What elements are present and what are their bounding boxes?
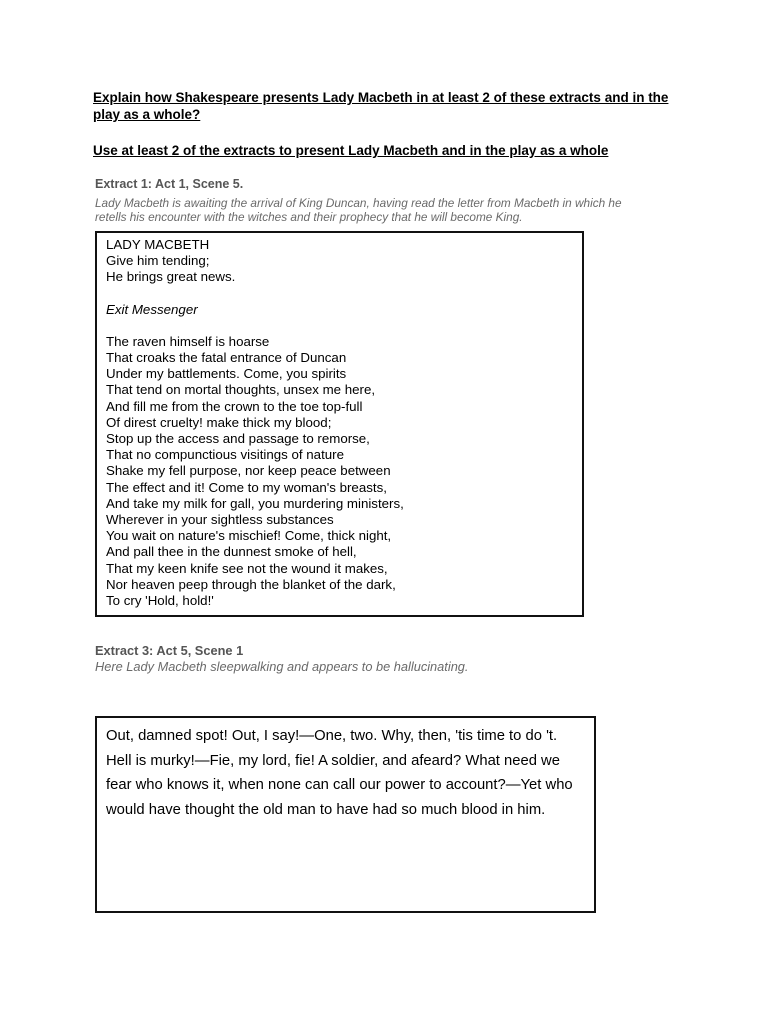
extract-1-title: Extract 1: Act 1, Scene 5. (95, 177, 244, 191)
speech-line: Wherever in your sightless substances (106, 512, 334, 528)
speech-line: The raven himself is hoarse (106, 333, 270, 349)
speech-line: That tend on mortal thoughts, unsex me here, (106, 382, 376, 398)
speech-line: You wait on nature's mischief! Come, thick night, (106, 528, 392, 544)
speech-line: Shake my fell purpose, nor keep peace between (106, 463, 391, 479)
speech-line: Under my battlements. Come, you spirits (106, 366, 347, 382)
question-instruction: Use at least 2 of the extracts to present Lady Macbeth and in the play as a whole (93, 143, 609, 158)
speech-line: And fill me from the crown to the toe top-full (106, 398, 363, 414)
speech-line: Of direst cruelty! make thick my blood; (106, 414, 332, 430)
extract-3-text-box (95, 716, 596, 913)
extract-3-description: Here Lady Macbeth sleepwalking and appears to be hallucinating. (95, 659, 469, 674)
extract-1-text-box (95, 231, 584, 617)
speech-line: That croaks the fatal entrance of Duncan (106, 350, 347, 366)
speech-line: To cry 'Hold, hold!' (106, 593, 214, 609)
extract-1-description: Lady Macbeth is awaiting the arrival of King Duncan, having read the letter from Macbeth in which he retells his encounter with the witches and their prophecy that he will become King. (95, 196, 622, 224)
question-prompt: Explain how Shakespeare presents Lady Macbeth in at least 2 of these extracts and in the play as a whole? (93, 90, 669, 122)
extract-3-speech: Out, damned spot! Out, I say!—One, two. Why, then, 'tis time to do 't. Hell is murky!—Fie, my lord, fie! A soldier, and afeard? What need we fear who knows it, when none can call our power to account?—Yet who would have thought the old man to have had so much blood in him. (106, 728, 573, 818)
speech-line: That my keen knife see not the wound it makes, (106, 560, 388, 576)
speech-line: Stop up the access and passage to remorse, (106, 431, 370, 447)
speech-line: Nor heaven peep through the blanket of the dark, (106, 576, 396, 592)
extract-3-title: Extract 3: Act 5, Scene 1 (95, 643, 244, 658)
speech-line: And take my milk for gall, you murdering ministers, (106, 495, 404, 511)
stage-direction: Exit Messenger (106, 301, 198, 317)
opening-line: Give him tending; (106, 253, 210, 269)
speech-line: The effect and it! Come to my woman's breasts, (106, 479, 387, 495)
speech-line: And pall thee in the dunnest smoke of hell, (106, 544, 357, 560)
speaker-name: LADY MACBETH (106, 237, 210, 252)
speech-line: That no compunctious visitings of nature (106, 447, 344, 463)
opening-line: He brings great news. (106, 269, 236, 285)
